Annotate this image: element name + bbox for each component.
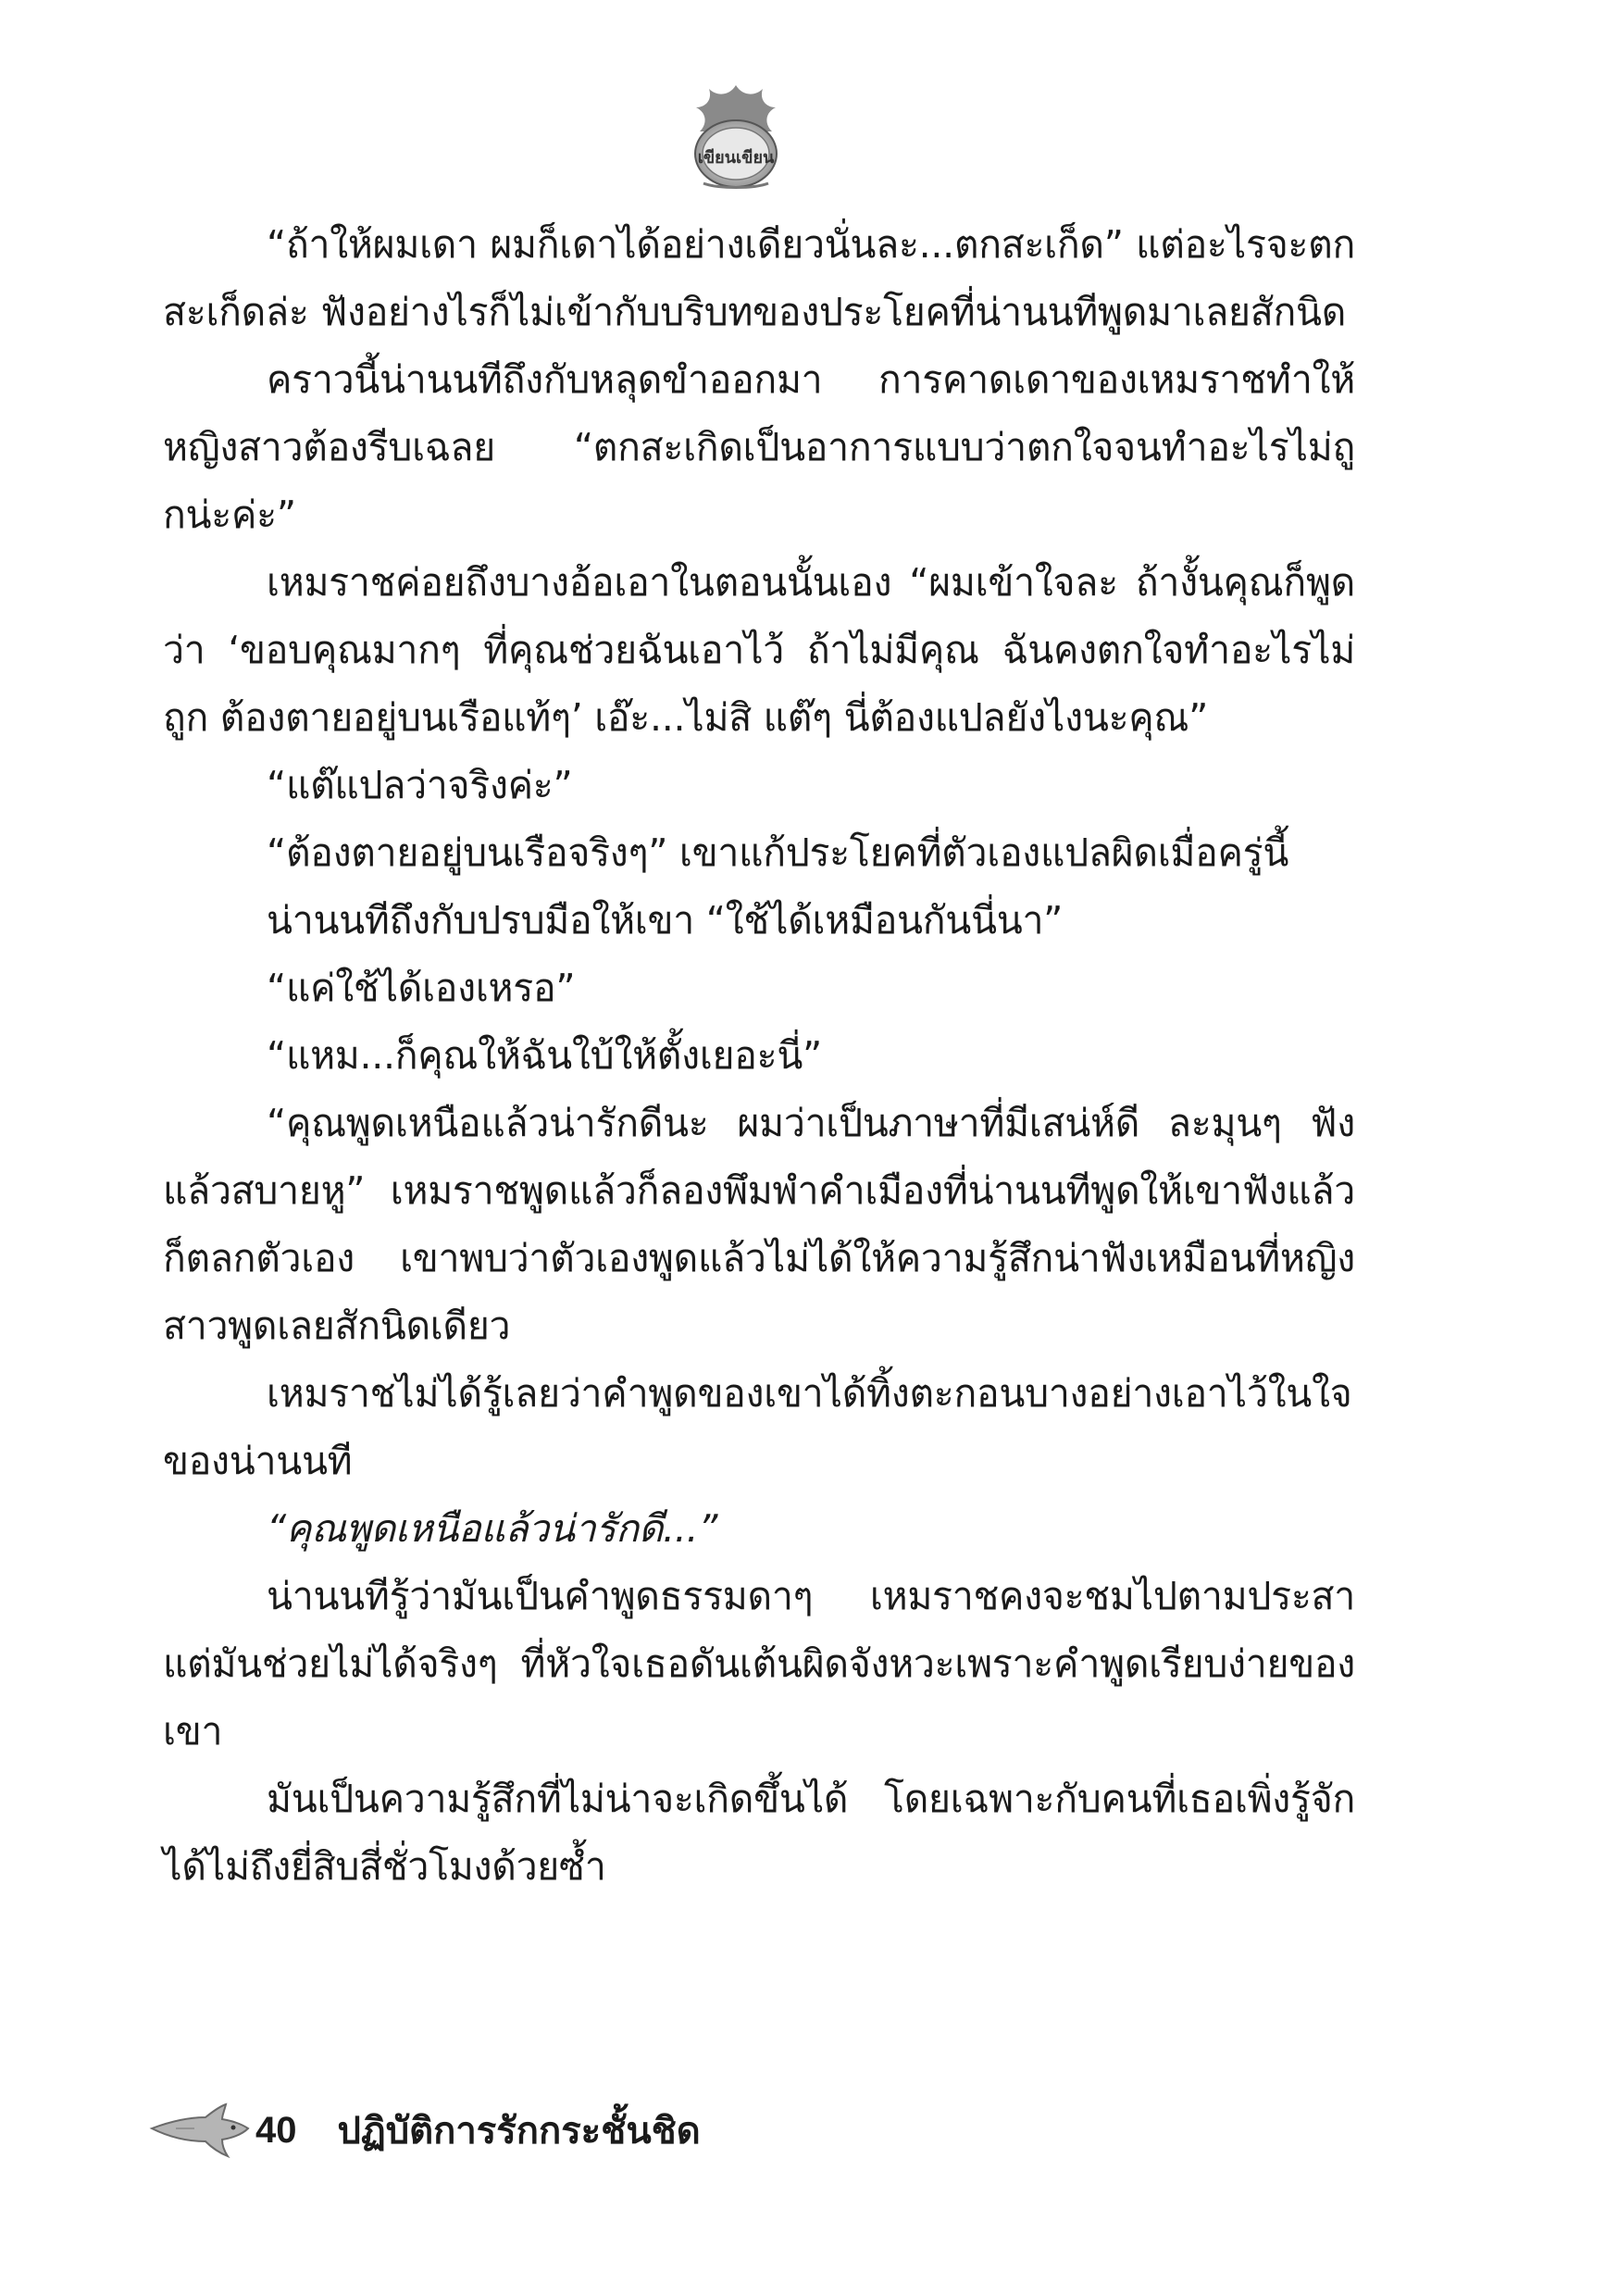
page-footer: [148, 2098, 1074, 2163]
paragraph: “แค่ใช้ได้เองเหรอ”: [267, 966, 576, 1010]
paragraph: คราวนี้น่านนทีถึงกับหลุดขำออกมา การคาดเดาของเหมราชทำให้หญิงสาวต้องรีบเฉลย “ตกสะเกิดเป็นอาการแบบว่าตกใจจนทำอะไรไม่ถูกน่ะค่ะ”: [163, 357, 1355, 537]
paragraph: “แต๊แปลว่าจริงค่ะ”: [267, 763, 573, 807]
paragraph: “คุณพูดเหนือแล้วน่ารักดีนะ ผมว่าเป็นภาษาที่มีเสน่ห์ดี ละมุนๆ ฟังแล้วสบายหู” เหมราชพูดแล้วก็ลองพึมพำคำเมืองที่น่านนทีพูดให้เขาฟังแล้วก็ตลกตัวเอง เขาพบว่าตัวเองพูดแล้วไม่ได้ให้ความรู้สึกน่าฟังเหมือนที่หญิงสาวพูดเลยสักนิดเดียว: [163, 1101, 1355, 1348]
paragraph: “คุณพูดเหนือแล้วน่ารักดี...”: [267, 1506, 718, 1551]
logo-text: เขียนเขียน: [697, 148, 775, 168]
paragraph: “ต้องตายอยู่บนเรือจริงๆ” เขาแก้ประโยคที่ตัวเองแปลผิดเมื่อครู่นี้: [267, 830, 1289, 875]
paragraph: มันเป็นความรู้สึกที่ไม่น่าจะเกิดขึ้นได้ โดยเฉพาะกับคนที่เธอเพิ่งรู้จักได้ไม่ถึงยี่สิบสี่ชั่วโมงด้วยซ้ำ: [163, 1777, 1355, 1889]
paragraph: เหมราชไม่ได้รู้เลยว่าคำพูดของเขาได้ทิ้งตะกอนบางอย่างเอาไว้ในใจของน่านนที: [163, 1371, 1352, 1483]
page-body: [163, 211, 1355, 1901]
book-title: ปฏิบัติการรักกระชั้นชิด: [337, 2110, 701, 2152]
paragraph: “แหม...ก็คุณให้ฉันใบ้ให้ตั้งเยอะนี่”: [267, 1033, 822, 1078]
paragraph: “ถ้าให้ผมเดา ผมก็เดาได้อย่างเดียวนั่นละ...ตกสะเก็ด” แต่อะไรจะตกสะเก็ดล่ะ ฟังอย่างไรก็ไม่เข้ากับบริบทของประโยคที่น่านนทีพูดมาเลยสักนิด: [163, 222, 1355, 334]
paragraph: น่านนทีรู้ว่ามันเป็นคำพูดธรรมดาๆ เหมราชคงจะชมไปตามประสาแต่มันช่วยไม่ได้จริงๆ ที่หัวใจเธอดันเต้นผิดจังหวะเพราะคำพูดเรียบง่ายของเขา: [163, 1574, 1355, 1753]
shark-icon: [148, 2101, 252, 2160]
paragraph: น่านนทีถึงกับปรบมือให้เขา “ใช้ได้เหมือนกันนี่นา”: [267, 898, 1064, 942]
page-number: 40: [255, 2109, 297, 2151]
paragraph: เหมราชค่อยถึงบางอ้อเอาในตอนนั้นเอง “ผมเข้าใจละ ถ้างั้นคุณก็พูดว่า ‘ขอบคุณมากๆ ที่คุณช่วยฉันเอาไว้ ถ้าไม่มีคุณ ฉันคงตกใจทำอะไรไม่ถูก ต้องตายอยู่บนเรือแท้ๆ’ เอ๊ะ...ไม่สิ แต๊ๆ นี่ต้องแปลยังไงนะคุณ”: [163, 560, 1355, 740]
ornamental-crest-icon: [676, 80, 796, 195]
